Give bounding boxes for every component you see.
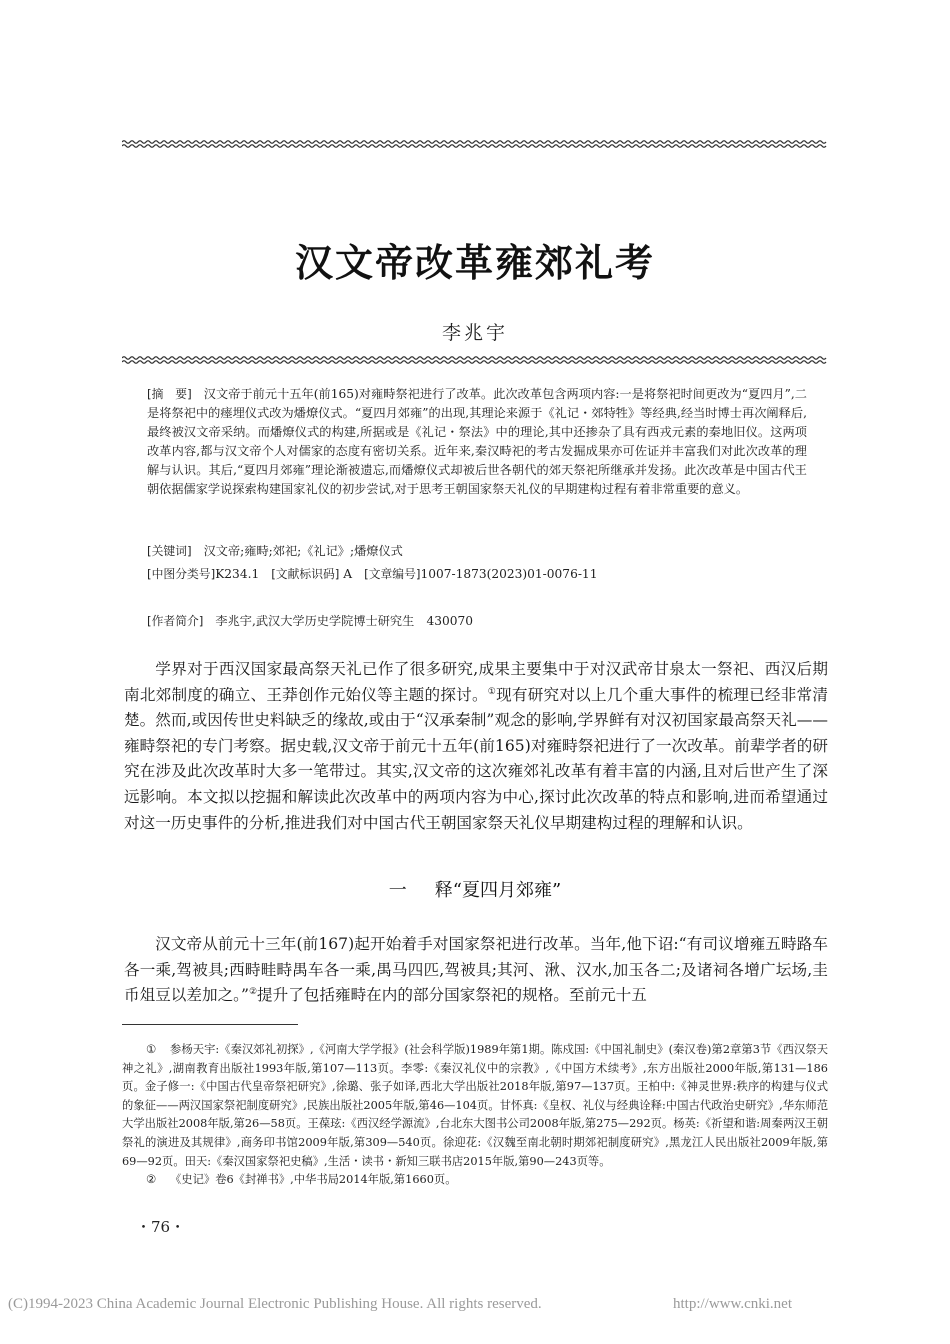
footnote-2	[122, 1171, 828, 1190]
abstract	[147, 385, 807, 499]
author-info	[147, 612, 807, 631]
article-number-label: [文章编号]	[364, 567, 421, 581]
doc-code-value: A	[343, 567, 353, 581]
footnote-2-number: ②	[146, 1173, 157, 1187]
clc-label: [中图分类号]	[147, 567, 216, 581]
footnote-1	[122, 1041, 828, 1171]
footnotes	[122, 1041, 828, 1190]
para2-text-b: 提升了包括雍畤在内的部分国家祭祀的规格。至前元十五	[257, 986, 647, 1005]
abstract-text: 汉文帝于前元十五年(前165)对雍畤祭祀进行了改革。此次改革包含两项内容:一是将祭祀时间更改为“夏四月”,二是将祭祀中的瘗埋仪式改为燔燎仪式。“夏四月郊雍”的出现,其理论来源于《礼记・郊特牲》等经典,经当时博士再次阐释后,最终被汉文帝采纳。而燔燎仪式的构建,所据或是《礼记・祭法》中的理论,其中还掺杂了具有西戎元素的秦地旧仪。这两项改革内容,都与汉文帝个人对儒家的态度有密切关系。近年来,秦汉畤祀的考古发掘成果亦可佐证并丰富我们对此次改革的理解与认识。其后,“夏四月郊雍”理论渐被遗忘,而燔燎仪式却被后世各朝代的郊天祭祀所继承并发扬。此次改革是中国古代王朝依据儒家学说探索构建国家礼仪的初步尝试,对于思考王朝国家祭天礼仪的早期建构过程有着非常重要的意义。	[147, 387, 807, 496]
copyright-footer	[8, 1296, 942, 1313]
middle-wavy-rule	[122, 355, 828, 365]
footnote-2-text: 《史记》卷6《封禅书》,中华书局2014年版,第1660页。	[170, 1173, 457, 1187]
footnote-1-text: 参杨天宇:《秦汉郊礼初探》,《河南大学学报》(社会科学版)1989年第1期。陈戍国:《中国礼制史》(秦汉卷)第2章第3节《西汉祭天神之礼》,湖南教育出版社1993年版,第107—113页。李零:《秦汉礼仪中的宗教》,《中国方术续考》,东方出版社2000年版,第131—186页。金子修一:《中国古代皇帝祭祀研究》,徐璐、张子如译,西北大学出版社2018年版,第97—137页。王柏中:《神灵世界:秩序的构建与仪式的象征——两汉国家祭祀制度研究》,民族出版社2005年版,第46—104页。甘怀真:《皇权、礼仪与经典诠释:中国古代政治史研究》,华东师范大学出版社2008年版,第26—58页。王葆玹:《西汉经学源流》,台北东大图书公司2008年版,第275—292页。杨英:《祈望和谐:周秦两汉王朝祭礼的演进及其规律》,商务印书馆2009年版,第309—540页。徐迎花:《汉魏至南北朝时期郊祀制度研究》,黑龙江人民出版社2009年版,第69—92页。田天:《秦汉国家祭祀史稿》,生活・读书・新知三联书店2015年版,第90—243页等。	[122, 1043, 828, 1168]
author-info-label: [作者简介]	[147, 614, 204, 628]
footnote-ref-1[interactable]: ①	[487, 686, 497, 697]
copyright-text: (C)1994-2023 China Academic Journal Electronic Publishing House. All rights reserved.	[8, 1296, 542, 1312]
section-title: 释“夏四月郊雍”	[434, 880, 562, 901]
keywords-label: [关键词]	[147, 544, 192, 558]
abstract-label: [摘 要]	[147, 387, 192, 401]
body-paragraph-2	[124, 932, 828, 1009]
para1-text-a: 学界对于西汉国家最高祭天礼已作了很多研究,成果主要集中于对汉武帝甘泉太一祭祀、西汉后期南北郊制度的确立、王莽创作元始仪等主题的探讨。	[124, 660, 828, 704]
author-info-text: 李兆宇,武汉大学历史学院博士研究生 430070	[215, 614, 473, 628]
section-heading	[0, 876, 950, 902]
keywords	[147, 542, 807, 561]
para2-text-a: 汉文帝从前元十三年(前167)起开始着手对国家祭祀进行改革。当年,他下诏:“有司议增雍五畤路车各一乘,驾被具;西畤畦畤禺车各一乘,禺马四匹,驾被具;其河、湫、汉水,加玉各二;及诸祠各增广坛场,圭币俎豆以差加之。”	[124, 935, 828, 1005]
section-number: 一	[388, 880, 407, 901]
footnote-ref-2[interactable]: ②	[248, 987, 258, 998]
author-name: 李兆宇	[441, 322, 508, 344]
page-number: ・76・	[136, 1218, 186, 1236]
doc-code-label: [文献标识码]	[271, 567, 340, 581]
body-paragraph-1	[124, 657, 828, 836]
para1-text-b: 现有研究对以上几个重大事件的梳理已经非常清楚。然而,或因传世史料缺乏的缘故,或由于“汉承秦制”观念的影响,学界鲜有对汉初国家最高祭天礼——雍畤祭祀的专门考察。据史载,汉文帝于前元十五年(前165)对雍畤祭祀进行了一次改革。前辈学者的研究在涉及此次改革时大多一笔带过。其实,汉文帝的这次雍郊礼改革有着丰富的内涵,且对后世产生了深远影响。本文拟以挖掘和解读此次改革中的两项内容为中心,探讨此次改革的特点和影响,进而希望通过对这一历史事件的分析,推进我们对中国古代王朝国家祭天礼仪早期建构过程的理解和认识。	[124, 685, 828, 832]
cnki-link[interactable]: http://www.cnki.net	[672, 1296, 792, 1312]
classification-line	[147, 565, 807, 584]
footnote-separator	[122, 1024, 298, 1025]
clc-value: K234.1	[215, 567, 260, 581]
article-number-value: 1007-1873(2023)01-0076-11	[420, 567, 598, 581]
article-title: 汉文帝改革雍郊礼考	[294, 240, 655, 285]
top-wavy-rule	[122, 139, 828, 149]
keywords-text: 汉文帝;雍畤;郊祀;《礼记》;燔燎仪式	[203, 544, 403, 558]
footnote-1-number: ①	[146, 1043, 157, 1056]
